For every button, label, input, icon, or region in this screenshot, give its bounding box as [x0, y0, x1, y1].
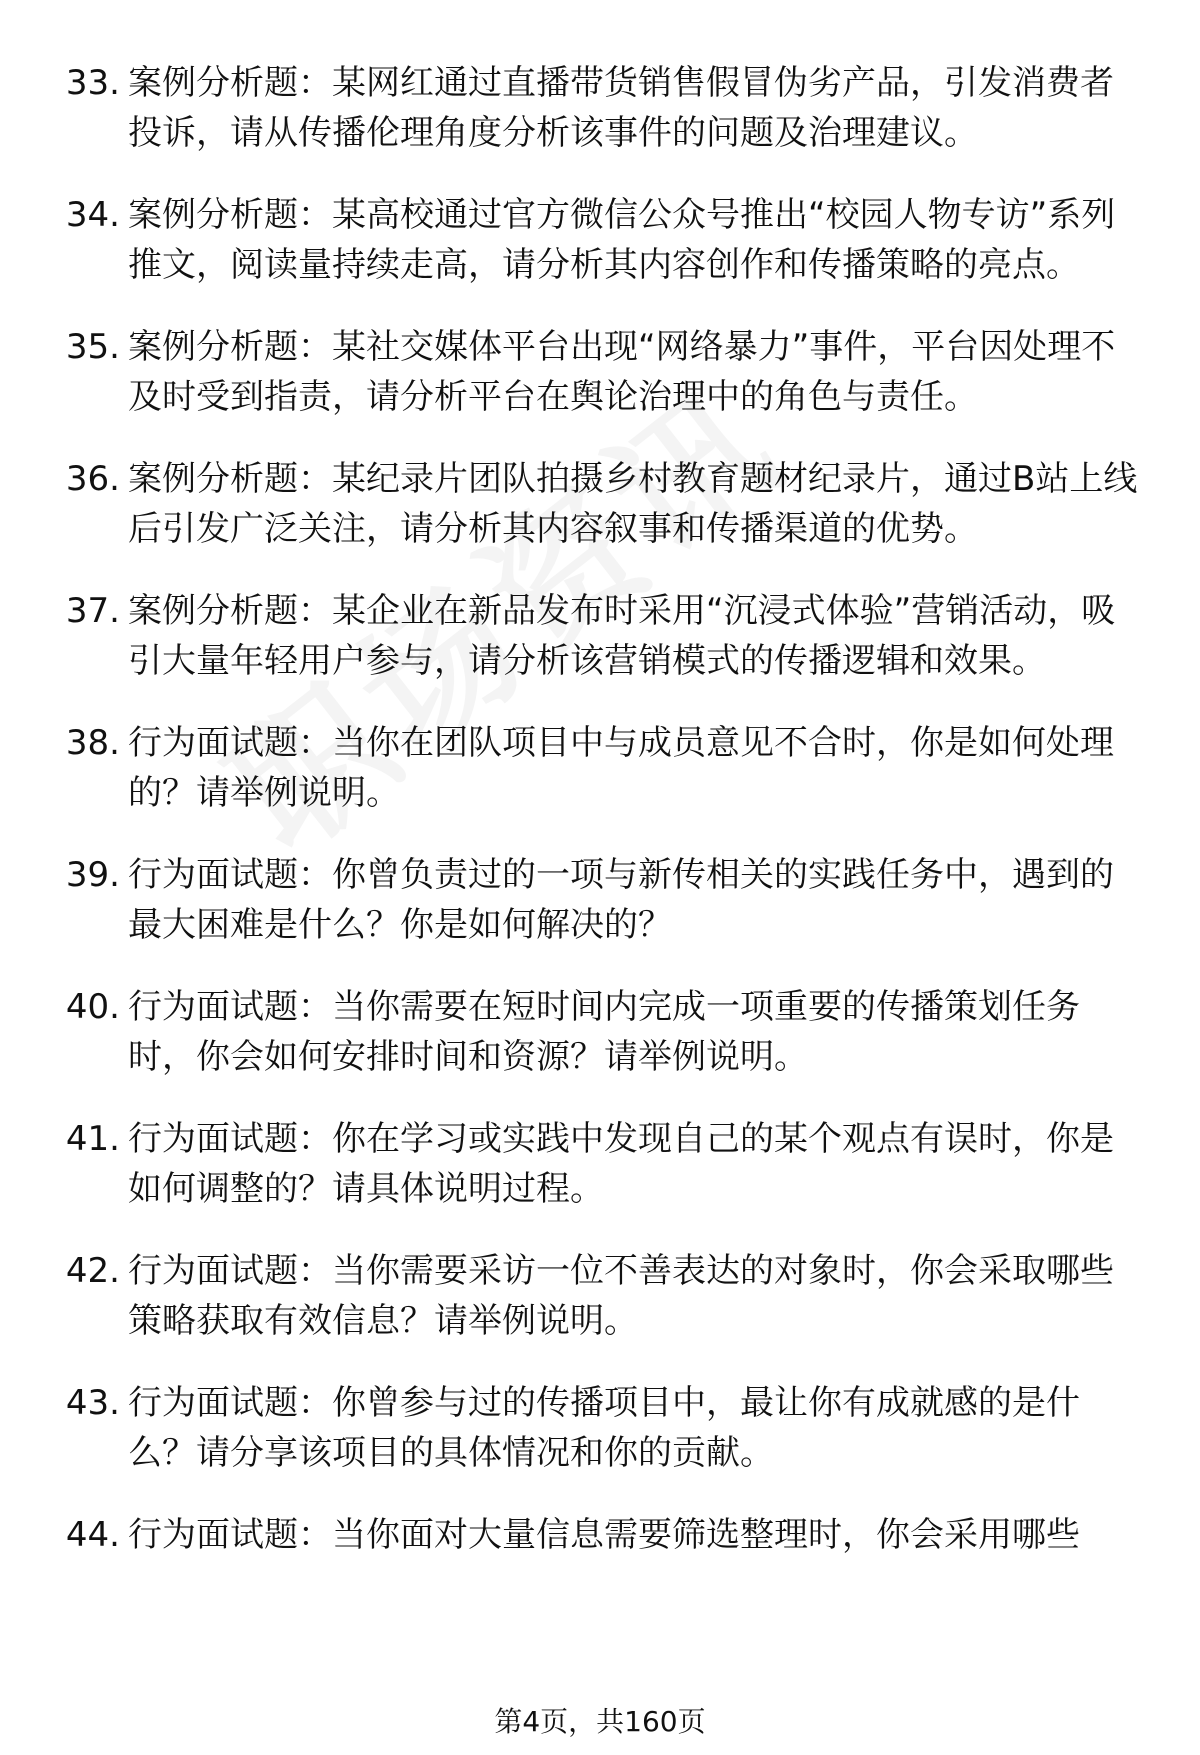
question-text: 行为面试题：当你需要在短时间内完成一项重要的传播策划任务时，你会如何安排时间和资源？请举例说明。 — [128, 987, 1080, 1077]
question-number: 37. — [65, 591, 120, 631]
question-text: 案例分析题：某网红通过直播带货销售假冒伪劣产品，引发消费者投诉，请从传播伦理角度分析该事件的问题及治理建议。 — [128, 63, 1114, 153]
question-text: 行为面试题：当你在团队项目中与成员意见不合时，你是如何处理的？请举例说明。 — [128, 723, 1114, 813]
question-item — [0, 1510, 1200, 1560]
question-number: 36. — [65, 459, 120, 499]
question-number: 41. — [65, 1119, 120, 1159]
question-item — [0, 1378, 1200, 1478]
question-text: 案例分析题：某企业在新品发布时采用“沉浸式体验”营销活动，吸引大量年轻用户参与，请分析该营销模式的传播逻辑和效果。 — [128, 591, 1116, 681]
question-item — [0, 58, 1200, 158]
question-item — [0, 982, 1200, 1082]
question-number: 40. — [65, 987, 120, 1027]
question-item — [0, 322, 1200, 422]
question-number: 35. — [65, 327, 120, 367]
question-text: 案例分析题：某社交媒体平台出现“网络暴力”事件，平台因处理不及时受到指责，请分析平台在舆论治理中的角色与责任。 — [128, 327, 1116, 417]
page-footer: 第4页，共160页 — [494, 1705, 706, 1738]
question-text: 行为面试题：你在学习或实践中发现自己的某个观点有误时，你是如何调整的？请具体说明过程。 — [128, 1119, 1114, 1209]
question-number: 42. — [65, 1251, 120, 1291]
question-number: 38. — [65, 723, 120, 763]
question-number: 33. — [65, 63, 120, 103]
question-item — [0, 1246, 1200, 1346]
question-number: 34. — [65, 195, 120, 235]
question-text: 行为面试题：你曾负责过的一项与新传相关的实践任务中，遇到的最大困难是什么？你是如何解决的？ — [128, 855, 1114, 945]
question-item — [0, 586, 1200, 686]
question-number: 44. — [65, 1515, 120, 1555]
question-text: 行为面试题：当你面对大量信息需要筛选整理时，你会采用哪些 — [128, 1515, 1080, 1555]
question-item — [0, 1114, 1200, 1214]
question-list — [0, 58, 1200, 1592]
question-number: 43. — [65, 1383, 120, 1423]
question-text: 行为面试题：当你需要采访一位不善表达的对象时，你会采取哪些策略获取有效信息？请举例说明。 — [128, 1251, 1114, 1341]
question-text: 案例分析题：某高校通过官方微信公众号推出“校园人物专访”系列推文，阅读量持续走高，请分析其内容创作和传播策略的亮点。 — [128, 195, 1116, 285]
question-item — [0, 454, 1200, 554]
question-item — [0, 850, 1200, 950]
question-item — [0, 718, 1200, 818]
question-number: 39. — [65, 855, 120, 895]
question-item — [0, 190, 1200, 290]
question-text: 案例分析题：某纪录片团队拍摄乡村教育题材纪录片，通过B站上线后引发广泛关注，请分析其内容叙事和传播渠道的优势。 — [128, 459, 1138, 549]
question-text: 行为面试题：你曾参与过的传播项目中，最让你有成就感的是什么？请分享该项目的具体情况和你的贡献。 — [128, 1383, 1080, 1473]
